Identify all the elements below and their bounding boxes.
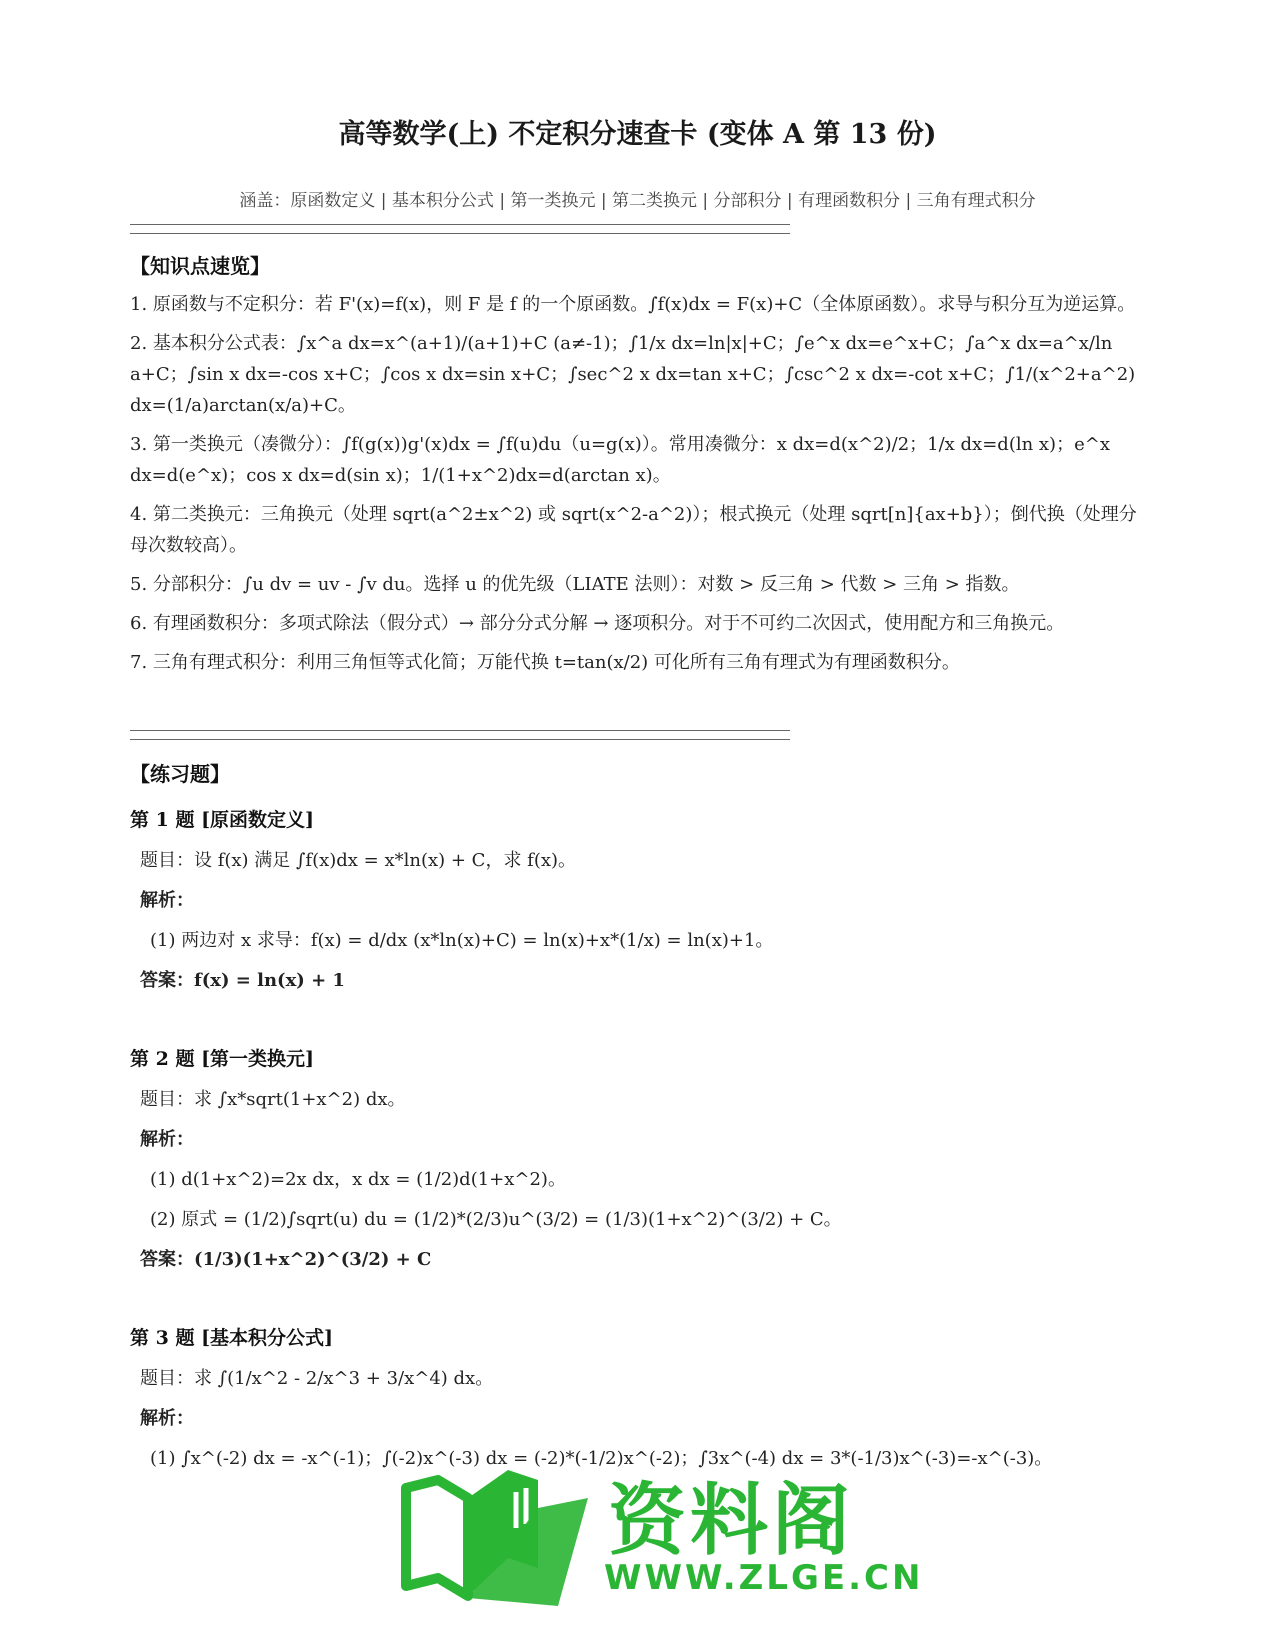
watermark-logo — [398, 1458, 924, 1608]
analysis-label: 解析： — [140, 1408, 194, 1429]
knowledge-item: 5. 分部积分：∫u dv = uv - ∫v du。选择 u 的优先级（LIATE 法则）：对数 > 反三角 > 代数 > 三角 > 指数。 — [130, 574, 1020, 595]
question-title: 第 3 题 [基本积分公式] — [130, 1327, 334, 1349]
exercises-section — [130, 758, 1145, 1470]
analysis-step: (1) d(1+x^2)=2x dx，x dx = (1/2)d(1+x^2)。 — [150, 1169, 566, 1190]
knowledge-item: 7. 三角有理式积分：利用三角恒等式化简；万能代换 t=tan(x/2) 可化所有三角有理式为有理函数积分。 — [130, 652, 960, 673]
answer: 答案：f(x) = ln(x) + 1 — [140, 970, 345, 991]
answer: 答案：(1/3)(1+x^2)^(3/2) + C — [140, 1249, 432, 1270]
question-text: 题目：求 ∫x*sqrt(1+x^2) dx。 — [140, 1089, 406, 1110]
document-title: 高等数学(上) 不定积分速查卡 (变体 A 第 13 份) — [338, 119, 937, 150]
knowledge-item: 3. 第一类换元（凑微分）：∫f(g(x))g'(x)dx = ∫f(u)du（u=g(x)）。常用凑微分：x dx=d(x^2)/2；1/x dx=d(ln x)；e^x dx=d(e^x)；cos x dx=d(sin x)；1/(1+x^2)dx=d(arctan x)。 — [130, 434, 1110, 486]
analysis-step: (1) 两边对 x 求导：f(x) = d/dx (x*ln(x)+C) = ln(x)+x*(1/x) = ln(x)+1。 — [150, 930, 774, 951]
analysis-label: 解析： — [140, 890, 194, 911]
question-title: 第 2 题 [第一类换元] — [130, 1048, 315, 1070]
question-title: 第 1 题 [原函数定义] — [130, 809, 315, 831]
watermark-name: 资料阁 — [608, 1476, 855, 1566]
divider-top — [130, 224, 790, 234]
analysis-step: (1) ∫x^(-2) dx = -x^(-1)；∫(-2)x^(-3) dx = (-2)*(-1/2)x^(-2)；∫3x^(-4) dx = 3*(-1/3)x^(-3)=-x^(-3)。 — [150, 1448, 1053, 1469]
question-text: 题目：设 f(x) 满足 ∫f(x)dx = x*ln(x) + C，求 f(x)。 — [140, 850, 577, 871]
knowledge-item: 1. 原函数与不定积分：若 F'(x)=f(x)，则 F 是 f 的一个原函数。∫f(x)dx = F(x)+C（全体原函数）。求导与积分互为逆运算。 — [130, 294, 1136, 315]
watermark-url: WWW.ZLGE.CN — [604, 1558, 924, 1598]
analysis-label: 解析： — [140, 1129, 194, 1150]
book-icon — [398, 1458, 598, 1608]
question-1 — [130, 805, 1145, 992]
analysis-step: (2) 原式 = (1/2)∫sqrt(u) du = (1/2)*(2/3)u^(3/2) = (1/3)(1+x^2)^(3/2) + C。 — [150, 1209, 842, 1230]
knowledge-section — [130, 250, 1145, 686]
question-2 — [130, 1044, 1145, 1271]
knowledge-item: 6. 有理函数积分：多项式除法（假分式）→ 部分分式分解 → 逐项积分。对于不可约二次因式，使用配方和三角换元。 — [130, 613, 1065, 634]
exercises-heading: 【练习题】 — [130, 762, 230, 786]
document-subtitle: 涵盖：原函数定义 | 基本积分公式 | 第一类换元 | 第二类换元 | 分部积分 | 有理函数积分 | 三角有理式积分 — [239, 191, 1036, 211]
knowledge-heading: 【知识点速览】 — [130, 254, 270, 278]
divider-middle — [130, 730, 790, 740]
question-3 — [130, 1323, 1145, 1470]
knowledge-item: 2. 基本积分公式表：∫x^a dx=x^(a+1)/(a+1)+C (a≠-1)；∫1/x dx=ln|x|+C；∫e^x dx=e^x+C；∫a^x dx=a^x/ln a+C；∫sin x dx=-cos x+C；∫cos x dx=sin x+C；∫sec^2 x dx=tan x+C；∫csc^2 x dx=-cot x+C；∫1/(x^2+a^2) dx=(1/a)arctan(x/a)+C。 — [130, 333, 1136, 416]
knowledge-item: 4. 第二类换元：三角换元（处理 sqrt(a^2±x^2) 或 sqrt(x^2-a^2)）；根式换元（处理 sqrt[n]{ax+b}）；倒代换（处理分母次数较高）。 — [130, 504, 1137, 556]
question-text: 题目：求 ∫(1/x^2 - 2/x^3 + 3/x^4) dx。 — [140, 1368, 494, 1389]
